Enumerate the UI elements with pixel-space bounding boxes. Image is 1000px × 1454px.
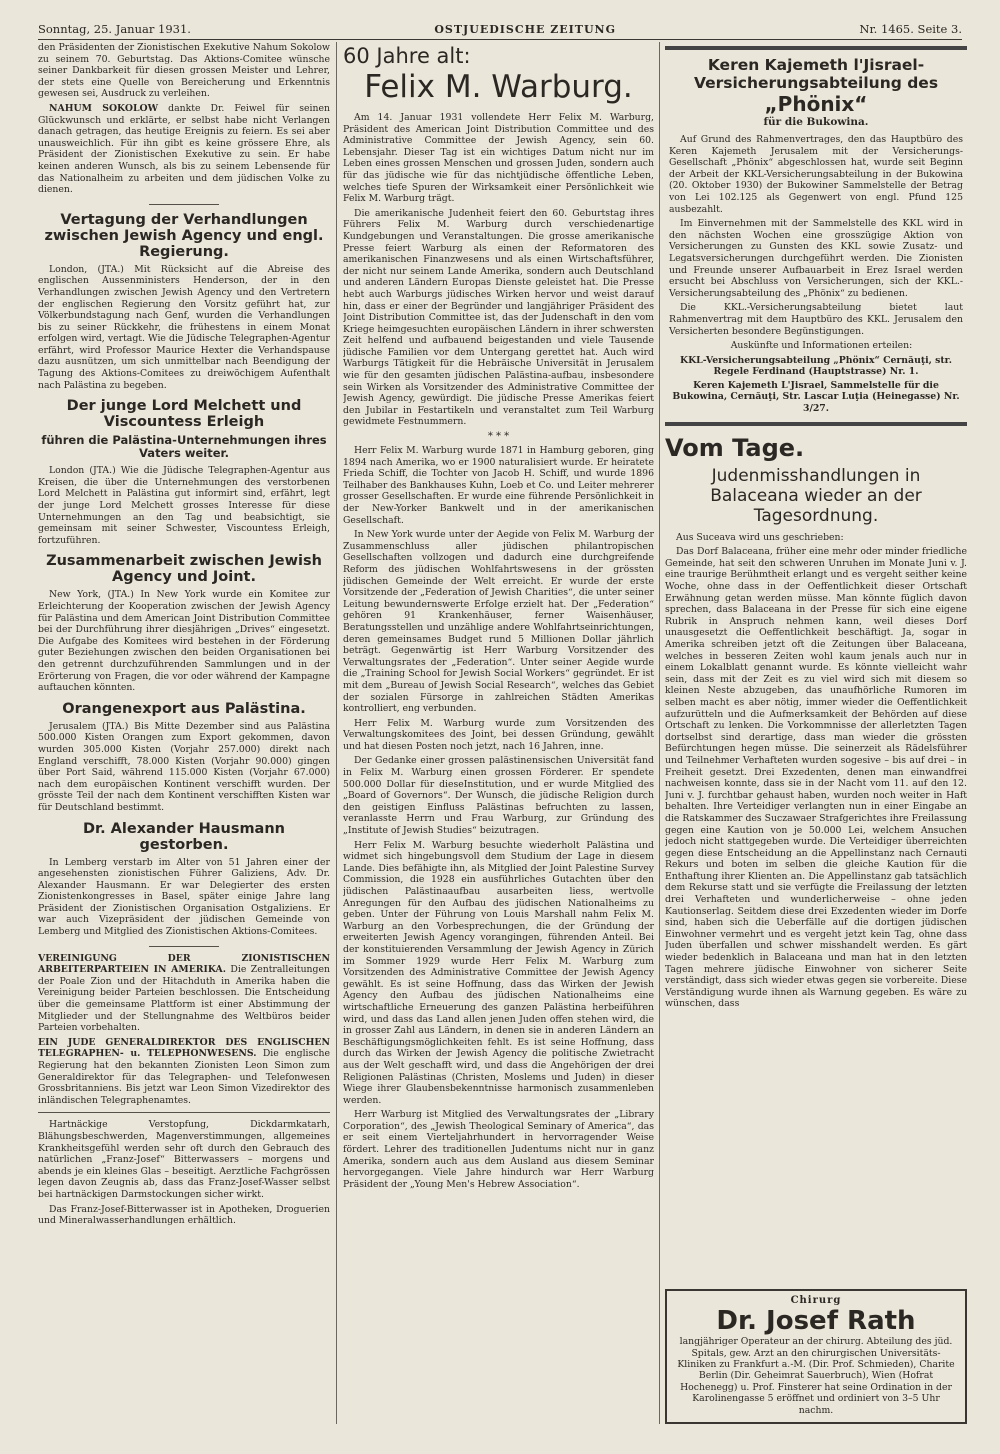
balaceana-dateline: Aus Suceava wird uns geschrieben: — [676, 531, 844, 543]
article-hausmann: In Lemberg verstarb im Alter von 51 Jahren einer der angesehensten zionistischen Führer Galiziens, Adv. Dr. Alexander Hausmann. Er war Delegierter des ersten Zionistenkongresses in Basel, später einige Jahre lang Präsident der Zionistischen Organisation Ostgaliziens. Er war auch Vizepräsident der jüdischen Gemeinde von Lemberg und Mitglied des Zionistischen Aktions-Comitees. — [38, 856, 330, 938]
headline-orangen: Orangenexport aus Palästina. — [62, 700, 306, 717]
masthead-issue: Nr. 1465. Seite 3. — [859, 22, 962, 36]
headline-joint: Zusammenarbeit zwischen Jewish Agency und Joint. — [46, 553, 322, 586]
lead-simon: EIN JUDE GENERALDIREKTOR DES ENGLISCHEN TELEGRAPHEN- u. TELEPHONWESENS. — [38, 1036, 330, 1060]
headline-melchett: Der junge Lord Melchett und Viscountess Erleigh — [66, 398, 302, 431]
lead-vereinigung: VEREINIGUNG DER ZIONISTISCHEN ARBEITERPARTEIEN IN AMERIKA. — [38, 952, 330, 976]
balaceana-article: Das Dorf Balaceana, früher eine mehr oder minder friedliche Gemeinde, hat seit den schweren Unruhen im Monate Juni v. J. eine traurige Berühmtheit erlangt und es vergeht seither keine Woche, ohne dass in der Oeffentlichkeit dieser Ortschaft Erwähnung getan werden müsse. Man könnte füglich davon sprechen, dass Balaceana in der Presse für sich eine eigene Rubrik in Anspruch nehmen kann, weil dieses Dorf unausgesetzt die Oeffentlichkeit beschäftigt. Ja, sogar in Amerika schreiben jetzt oft die Zeitungen über Balaceana, welches in besseren Zeiten wohl kaum jenals auch nur in einem Lokalblatt genannt wurde. Es könnte vielleicht wahr sein, dass mit der Zeit es zu viel wird sich mit diesem so kleinen Neste abzugeben, das unaufhörliche Rumoren im selben macht es aber nötig, immer wieder die Oeffentlichkeit aufzurütteln und die Aufmerksamkeit der Behörden auf diese Ortschaft zu lenken. Die Vorkommnisse der allerletzten Tagen dortselbst sind derartige, dass man wieder die grössten Befürchtungen hegen müsse. Die seinerzeit als Rädelsführer und Teilnehmer Verhafteten wurden sogesive – bis auf drei – in Freiheit gesetzt. Drei Exzedenten, denen man einwandfrei nachweisen konnte, dass sie in der Nacht vom 11. auf den 12. Juni v. J. furchtbar gehaust haben, wurden noch weiter in Haft behalten. Ihre Verteidiger verlangten nun in einer Eingabe an die Ratskammer des Suczawaer Strafgerichtes ihre Freilassung gegen eine Kaution von je 50.000 Lei, welchem Ansuchen jedoch nicht stattgegeben wurde. Die Verteidiger überreichten gegen diese Entscheidung an die Appellinstanz nach Cernauti Rekurs und boten im selben die gleiche Kaution für die Enthaftung ihrer Klienten an. Die Appellinstanz gab tatsächlich dem Rekurse statt und sie verfügte die Freilassung der letzten drei Verhafteten und wunderlicherweise – ohne jeden Kautionserlag. Seitdem diese drei Exzedenten wieder im Dorfe sind, haben sich die Ueberfälle auf die dortigen jüdischen Einwohner vermehrt und es vergeht jetzt kein Tag, ohne dass Juden überfallen und schwer misshandelt werden. Es gärt wieder bedenklich in Balaceana und man hat in den letzten Tagen mehrere jüdische Einwohner von sicherer Seite verständigt, dass sich wieder etwas gegen sie vorbereite. Diese Verständigung wurde ihnen als Warnung gegeben. Es wäre zu wünschen, dass — [665, 546, 967, 1010]
kk-address: Keren Kajemeth L'Jisrael, Sammelstelle für die Bukowina, Cernăuţi, Str. Lascar Luţia (Heinegasse) Nr. 3/27. — [672, 379, 960, 415]
kk-subtitle: für die Bukowina. — [763, 116, 869, 128]
subheadline-melchett: führen die Palästina-Unternehmungen ihres Vaters weiter. — [41, 433, 327, 461]
article-orangen: Jerusalem (JTA.) Bis Mitte Dezember sind aus Palästina 500.000 Kisten Orangen zum Export gekommen, davon wurden 305.000 Kisten (Vorjahr 257.000) direkt nach England verschifft, 78.000 Kisten (Vorjahr 90.000) gingen über Port Said, während 115.000 Kisten (Vorjahr 67.000) nach dem europäischen Kontinent verschifft wurden. Der grösste Teil der nach dem Kontinent verschifften Kisten war für Deutschland bestimmt. — [38, 720, 330, 813]
warburg-paragraph: Der Gedanke einer grossen palästinensischen Universität fand in Felix M. Warburg einen grossen Förderer. Er spendete 500.000 Dollar für dieseInstitution, und er wurde Mitglied des „Board of Governors“. Der Wunsch, die jüdische Religion durch den geistigen Einfluss Palästinas befruchten zu lassen, veranlasste Herrn und Frau Warburg, zur Gründung des „Institute of Jewish Studies“ beizutragen. — [343, 755, 654, 837]
headline-vertagung: Vertagung der Verhandlungen zwischen Jewish Agency und engl. Regierung. — [44, 211, 324, 260]
divider — [149, 946, 219, 947]
advert-franz-josef: Hartnäckige Verstopfung, Dickdarmkatarh, Blähungsbeschwerden, Magenverstimmungen, allgemeines Krankheitsgefühl werden sehr oft durch den Gebrauch des natürlichen „Franz-Josef“ Bitterwassers – morgens und abends je ein kleines Glas – beseitigt. Aerztliche Fachgrössen legen davon Zeugnis ab, dass das Franz-Josef-Wasser selbst bei hartnäckigen Darmstockungen sicher wirkt. — [38, 1119, 330, 1200]
column-middle — [343, 42, 654, 1424]
warburg-paragraph: Die amerikanische Judenheit feiert den 60. Geburtstag ihres Führers Felix M. Warburg durch verschiedenartige Kundgebungen und Veranstaltungen. Die grosse amerikanische Presse feiert Warburg als einen der Reformatoren des amerikanischen Finanzwesens und als einen Wirtschaftsführer, der nicht nur seinem Lande Amerika, sondern auch Deutschland und anderen Ländern Europas Dienste geleistet hat. Die Presse hebt auch Warburgs jüdisches Wirken hervor und weist darauf hin, dass er einer der Begründer und langjähriger Präsident des Joint Distribution Committee ist, das der Judenschaft in den vom Kriege heimgesuchten europäischen Ländern in ihrer schwersten Zeit helfend und aufbauend beigestanden und viele Tausende jüdische Familien vor dem Untergang gerettet hat. Auch wird Warburgs Tätigkeit für die Hebräische Universität in Jerusalem wie für den gesamten jüdischen Palästina-aufbau, insbesondere sein Wirken als Vorsitzender des Administrative Committee der Jewish Agency, gewürdigt. Die jüdische Presse Amerikas feiert den Jubilar in Festartikeln und veranstaltet zum Teil Warburg gewidmete Festnummern. — [343, 207, 654, 428]
section-stars: * * * — [487, 431, 510, 443]
article-joint: New York, (JTA.) In New York wurde ein Komitee zur Erleichterung der Kooperation zwischen der Jewish Agency für Palästina und dem American Joint Distribution Committee bei der Durchführung ihrer diesjährigen „Drives“ eingesetzt. Die Aufgabe des Komitees wird bestehen in der Förderung guter Beziehungen zwischen den beiden Organisationen bei den getrennt durchzuführenden Sammlungen und in der Erörterung von Fragen, die vor oder während der Kampagne auftauchen könnten. — [38, 589, 330, 694]
column-rule — [336, 42, 337, 1424]
warburg-paragraph: Herr Felix M. Warburg wurde zum Vorsitzenden des Verwaltungskomitees des Joint, bei dessen Gründung, gewählt und hat diesen Posten noch jetzt, nach 16 Jahren, inne. — [343, 717, 654, 752]
warburg-paragraph: Herr Warburg ist Mitglied des Verwaltungsrates der „Library Corporation“, des „Jewish Theological Seminary of America“, das er seit einem Vierteljahrhundert in hervorragender Weise fördert. Lehrer des traditionellen Judentums nicht nur in ganz Amerika, sondern auch aus dem Ausland aus diesem Seminar hervorgegangen. Viele Jahre hindurch war Herr Warburg Präsident der „Young Men's Hebrew Association“. — [343, 1109, 654, 1190]
column-left — [38, 42, 330, 1424]
warburg-paragraph: Am 14. Januar 1931 vollendete Herr Felix M. Warburg, Präsident des American Joint Distribution Committee und des Administrative Committee der Jewish Agency, sein 60. Lebensjahr. Dieser Tag ist ein wichtiges Datum nicht nur im Leben eines grossen Menschen und grossen Juden, sondern auch für das jüdische wie für das nichtjüdische öffentliche Leben, welches tiefe Spuren der Wirksamkeit einer Persönlichkeit wie Felix M. Warburg trägt. — [343, 112, 654, 205]
warburg-paragraph: Herr Felix M. Warburg wurde 1871 in Hamburg geboren, ging 1894 nach Amerika, wo er 1900 naturalisiert wurde. Er heiratete Frieda Schiff, die Tochter von Jacob H. Schiff, und wurde 1896 Teilhaber des Bankhauses Kuhn, Loeb et Co. und Leiter mehrerer grosser Gesellschaften. Er wurde eine führende Persönlichkeit in der New-Yorker Bankwelt und in der amerikanischen Gesellschaft. — [343, 445, 654, 526]
body-simon: Die englische Regierung hat den bekannten Zionisten Leon Simon zum Generaldirektor für das Telegraphen- und Telefonwesen Grossbritanniens. Bis jetzt war Leon Simon Vizedirektor des inländischen Telegraphenamtes. — [38, 1048, 330, 1106]
kk-paragraph: Auf Grund des Rahmenvertrages, den das Hauptbüro des Keren Kajemeth Jerusalem mit der Versicherungs-Gesellschaft „Phönix“ abgeschlossen hat, wurde seit Beginn der Arbeit der KKL-Versicherungsabteilung in der Bukowina (20. Oktober 1930) der Bukowiner Sammelstelle der Betrag von Lei 102.125 als Gegenwert von engl. Pfund 125 ausbezahlt. — [669, 134, 963, 215]
warburg-paragraph: Herr Felix M. Warburg besuchte wiederholt Palästina und widmet sich hingebungsvoll dem Studium der Lage in diesem Lande. Dies befähigte ihn, als Mitglied der Joint Palestine Survey Commission, die 1928 ein ausführliches Gutachten über den jüdischen Palästinaaufbau ausarbeiten liess, wertvolle Anregungen für den Aufbau des jüdischen Nationalheims zu geben. Unter der Führung von Louis Marshall nahm Felix M. Warburg an den Vorbesprechungen, die der Gründung der erweiterten Jewish Agency vorangingen, führenden Anteil. Bei der konstituierenden Versammlung der Jewish Agency in Zürich im Sommer 1929 wurde Herr Felix M. Warburg zum Vorsitzenden des Administrative Committee der Jewish Agency gewählt. Es ist seine Hoffnung, dass das Wirken der Jewish Agency den Aufbau des jüdischen Nationalheims eine wirtschaftliche Erneuerung des ganzen Palästina herbeiführen wird, und dass das Land allen jenen Juden offen stehen wird, die in grosser Zahl aus Ländern, in denen sie in anderen Ländern an Beschäftigungsmöglichkeiten fehlt. Es ist seine Hoffnung, dass durch das Wirken der Jewish Agency die politische Zwietracht aus der Welt geschafft wird, und dass die Angehörigen der drei Religionen Palästinas (Christen, Moslems und Juden) in dieser Wiege ihrer Glaubensbekenntnisse harmonisch zusammenleben werden. — [343, 839, 654, 1106]
column-rule — [659, 42, 660, 1424]
kk-paragraph: Auskünfte und Informationen erteilen: — [730, 340, 913, 352]
sokolow-lead: NAHUM SOKOLOW — [49, 102, 159, 114]
kk-paragraph: Im Einvernehmen mit der Sammelstelle des KKL wird in den nächsten Wochen eine grosszügige Aktion von Versicherungen zu Gunsten des KKL sowie Zusatz- und Legatsversicherungen durchgeführt werden. Die Zionisten und Freunde unserer Aufbauarbeit in Erez Israel werden ersucht bei Abschluss von Versicherungen, sich der KKL.-Versicherungsabteilung des „Phönix“ zu bedienen. — [669, 218, 963, 299]
article-vereinigung — [38, 953, 330, 1034]
ad-text: langjähriger Operateur an der chirurg. Abteilung des jüd. Spitals, gew. Arzt an den chirurgischen Universitäts-Kliniken zu Frankfurt a.-M. (Dir. Prof. Schmieden), Charite Berlin (Dir. Geheimrat Sauerbruch), Wien (Hofrat Hochenegg) u. Prof. Finsterer hat seine Ordination in der Karolinengasse 5 eröffnet und ordiniert von 3–5 Uhr nachm. — [677, 1336, 955, 1416]
warburg-paragraph: In New York wurde unter der Aegide von Felix M. Warburg der Zusammenschluss aller jüdischen philantropischen Gesellschaften vollzogen und dadurch eine durchgreifende Reform des jüdischen Wohlfahrtswesens in der grössten jüdischen Gemeinde der Welt erreicht. Er wurde der erste Vorsitzende der „Federation of Jewish Charities“, die unter seiner Leitung bewundernswerte Erfolge erzielt hat. Der „Federation“ gehören 91 Krankenhäuser, ferner Waisenhäuser, Beratungsstellen und unzählige andere Wohlfahrtseinrichtungen, deren gemeinsames Budget rund 5 Millionen Dollar jährlich beträgt. Gegenwärtig ist Herr Warburg Vorsitzender des Verwaltungsrates der „Federation“. Unter seiner Aegide wurde die „Training School for Jewish Social Workers“ gegründet. Er ist mit dem „Bureau of Jewish Social Research“, welches das Gebiet der sozialen Fürsorge in zahlreichen Städten Amerikas kontrolliert, eng verbunden. — [343, 529, 654, 715]
ad-doctor-name: Dr. Josef Rath — [716, 1306, 916, 1337]
kk-paragraph: Die KKL.-Versicherungsabteilung bietet laut Rahmenvertrag mit dem Hauptbüro des KKL. Jerusalem den Versicherten besondere Begünstigungen. — [669, 302, 963, 337]
sokolow-intro-paragraph: den Präsidenten der Zionistischen Exekutive Nahum Sokolow zu seinem 70. Geburtstag. Das Aktions-Comitee wünsche seiner Dankbarkeit für diesen grossen Meister und Lehrer, der stets eine Quelle von Bereicherung und Erkenntnis gewesen sei, Ausdruck zu verleihen. — [38, 42, 330, 100]
masthead-date: Sonntag, 25. Januar 1931. — [38, 22, 191, 36]
headline-hausmann: Dr. Alexander Hausmann gestorben. — [83, 820, 285, 853]
divider — [149, 204, 219, 205]
sokolow-paragraph — [38, 103, 330, 196]
headline-balaceana: Judenmisshandlungen in Balaceana wieder an der Tagesordnung. — [710, 465, 922, 526]
masthead-paper-name: OSTJUEDISCHE ZEITUNG — [434, 23, 616, 36]
section-vom-tage: Vom Tage. — [665, 433, 805, 462]
kk-phoenix: „Phönix“ — [764, 92, 868, 116]
article-vertagung: London, (JTA.) Mit Rücksicht auf die Abreise des englischen Aussenministers Henderson, der in den Verhandlungen zwischen Jewish Agency und den Vertretern der englischen Regierung den Vorsitz geführt hat, zur Völkerbundstagung nach Genf, wurden die Verhandlungen bis zu seiner Rückkehr, die frühestens in einem Monat erfolgen wird, vertagt. Wie die Jüdische Telegraphen-Agentur erfährt, wird Professor Maurice Hexter die Verhandspause dazu ausnützen, um sich unmittelbar nach Beendigung der Tagung des Aktions-Comitees zu dreiwöchigem Aufenthalt nach Palästina zu begeben. — [38, 263, 330, 391]
article-melchett: London (JTA.) Wie die Jüdische Telegraphen-Agentur aus Kreisen, die über die Unternehmungen des verstorbenen Lord Melchett in Palästina gut informirt sind, erfährt, legt der junge Lord Melchett grosses Interesse für diese Unternehmungen an den Tag und beabsichtigt, sie gemeinsam mit seiner Schwester, Viscountess Erleigh, fortzuführen. — [38, 465, 330, 546]
advert-franz-josef-availability: Das Franz-Josef-Bitterwasser ist in Apotheken, Droguerien und Mineralwasserhandlungen erhältlich. — [38, 1203, 330, 1227]
warburg-title: Felix M. Warburg. — [364, 69, 633, 105]
warburg-kicker: 60 Jahre alt: — [343, 44, 471, 68]
column-right — [665, 42, 967, 1424]
article-simon — [38, 1037, 330, 1107]
masthead — [38, 12, 962, 40]
ad-chirurg: Chirurg — [790, 1295, 842, 1307]
keren-kajemeth-notice — [665, 46, 967, 426]
kk-address: KKL-Versicherungsabteilung „Phönix“ Cernăuţi, str. Regele Ferdinand (Hauptstrasse) Nr. 1. — [680, 354, 952, 378]
divider — [38, 1112, 330, 1113]
kk-title: Keren Kajemeth l'Jisrael-Versicherungsabteilung des — [693, 56, 939, 92]
sokolow-body: dankte Dr. Feiwel für seinen Glückwunsch und erklärte, er selbst habe nicht Verlangen danach getragen, das heutige Ereignis zu feiern. Es sei aber unausweichlich. Für ihn gibt es keine grössere Ehre, als Präsident der Zionistischen Exekutive zu sein. Er habe keinen anderen Wunsch, als bis zu seinem Lebensende für das Nationalheim zu arbeiten und dem jüdischen Volke zu dienen. — [38, 102, 330, 196]
advert-dr-rath — [665, 1289, 967, 1424]
body-vereinigung: Die Zentralleitungen der Poale Zion und der Hitachduth in Amerika haben die Vereinigung beider Parteien beschlossen. Die Entscheidung über die gemeinsame Plattform ist einer Abstimmung der Mitglieder und der Stellungnahme des Weltbüros beider Parteien vorbehalten. — [38, 964, 330, 1034]
